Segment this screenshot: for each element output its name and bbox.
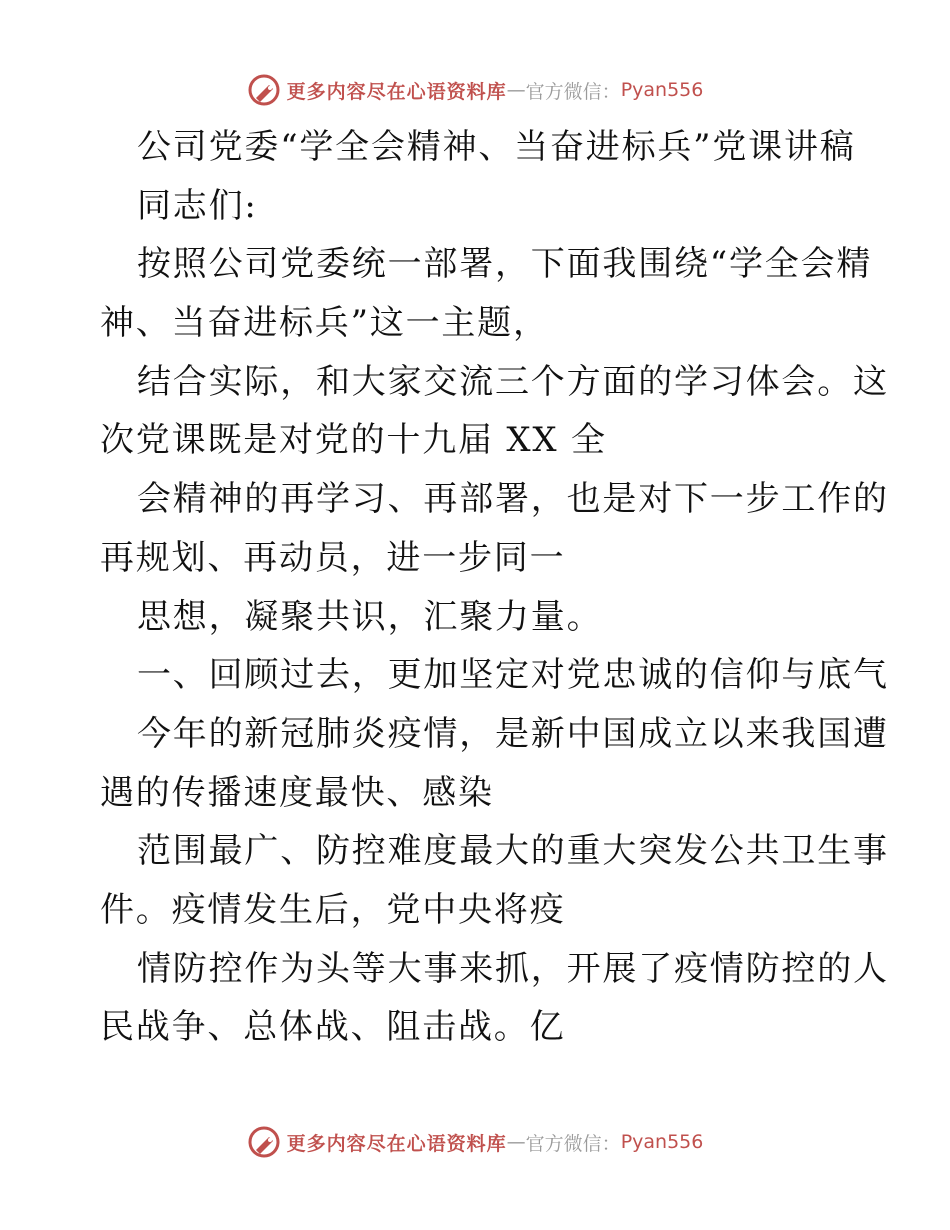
header-watermark xyxy=(0,70,950,110)
paragraph-line: 会精神的再学习、再部署，也是对下一步工作的 xyxy=(137,479,889,520)
watermark-separator: — xyxy=(506,1131,526,1153)
paragraph-line: 再规划、再动员，进一步同一 xyxy=(100,537,566,578)
paragraph-line: 情防控作为头等大事来抓，开展了疫情防控的人 xyxy=(137,948,889,989)
paragraph-line: 神、当奋进标兵”这一主题， xyxy=(100,303,549,344)
pen-nib-circle-icon xyxy=(247,73,281,107)
watermark-wechat-label: 官方微信： xyxy=(525,80,621,103)
paragraph-line: 遇的传播速度最快、感染 xyxy=(100,772,494,813)
paragraph-line: 民战争、总体战、阻击战。亿 xyxy=(100,1007,566,1048)
document-title: 公司党委“学全会精神、当奋进标兵”党课讲稿 xyxy=(137,127,856,167)
paragraph-line: 结合实际，和大家交流三个方面的学习体会。这 xyxy=(137,361,889,402)
paragraph-line: 范围最广、防控难度最大的重大突发公共卫生事 xyxy=(137,831,889,872)
paragraph-line: 按照公司党委统一部署，下面我围绕“学全会精 xyxy=(137,244,873,285)
paragraph-line: 思想，凝聚共识，汇聚力量。 xyxy=(137,596,603,637)
paragraph-line: 次党课既是对党的十九届 XX 全 xyxy=(100,420,607,461)
pen-nib-circle-icon xyxy=(247,1125,281,1159)
footer-watermark xyxy=(0,1122,950,1162)
paragraph-line: 今年的新冠肺炎疫情，是新中国成立以来我国遭 xyxy=(137,713,889,754)
watermark-wechat-label: 官方微信： xyxy=(525,1132,621,1155)
watermark-wechat-id: Pyan556 xyxy=(620,79,704,101)
document-body xyxy=(100,118,889,1057)
watermark-wechat-id: Pyan556 xyxy=(620,1131,704,1153)
watermark-main-text: 更多内容尽在心语资料库 xyxy=(286,1132,507,1155)
section-heading: 一、回顾过去，更加坚定对党忠诚的信仰与底气 xyxy=(137,655,889,696)
watermark-main-text: 更多内容尽在心语资料库 xyxy=(286,80,507,103)
paragraph-line: 件。疫情发生后，党中央将疫 xyxy=(100,889,566,930)
salutation: 同志们: xyxy=(137,185,258,226)
watermark-separator: — xyxy=(506,79,526,101)
